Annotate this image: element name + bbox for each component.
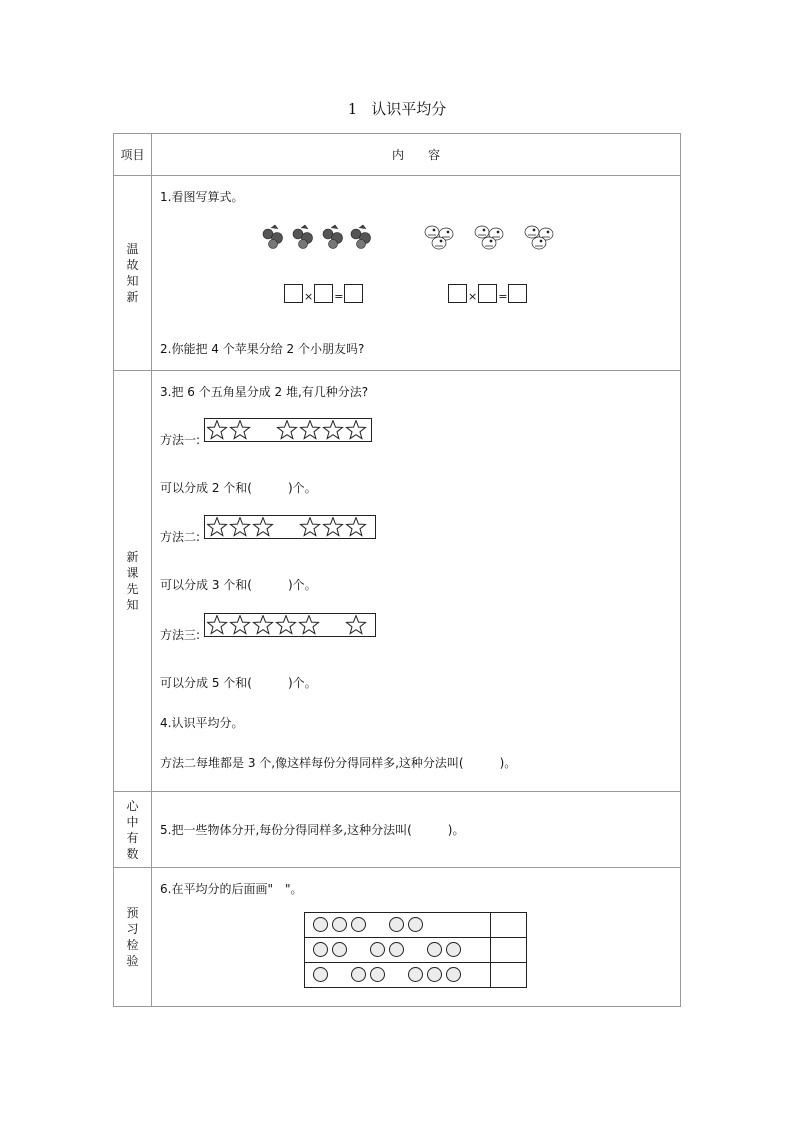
- method1-answer: 可以分成 2 个和( )个。: [160, 481, 317, 495]
- star-icon: [346, 616, 365, 634]
- star-icon: [207, 421, 226, 439]
- q5-text: 5.把一些物体分开,每份分得同样多,这种分法叫( )。: [160, 823, 465, 837]
- section-review-label: 温故知新: [114, 176, 152, 371]
- header-content: 内 容: [152, 134, 681, 176]
- answer-mark-cell[interactable]: [491, 913, 527, 938]
- page-title: [0, 98, 794, 119]
- circle-icon: [446, 967, 461, 982]
- answer-box[interactable]: [314, 284, 333, 303]
- answer-box[interactable]: [344, 284, 363, 303]
- circle-icon: [427, 942, 442, 957]
- circle-icon: [446, 942, 461, 957]
- method1-label: 方法一:: [160, 433, 201, 447]
- answer-box[interactable]: [478, 284, 497, 303]
- lesson-table: [113, 133, 681, 1007]
- method2-label: 方法二:: [160, 530, 201, 544]
- q6-prompt: 6.在平均分的后面画" "。: [160, 882, 303, 896]
- answer-box[interactable]: [284, 284, 303, 303]
- section-check-label: 预习检验: [114, 868, 152, 1007]
- circle-icon: [370, 942, 385, 957]
- star-icon: [207, 616, 226, 634]
- circle-icon: [370, 967, 385, 982]
- circle-icon: [351, 917, 366, 932]
- circle-row: [305, 913, 527, 938]
- circle-row: [305, 938, 527, 963]
- section-mind-label: 心中有数: [114, 792, 152, 868]
- answer-box[interactable]: [508, 284, 527, 303]
- lesson-title: 认识平均分: [371, 100, 447, 118]
- answer-mark-cell[interactable]: [491, 963, 527, 988]
- star-icon: [346, 421, 365, 439]
- circle-icon: [313, 942, 328, 957]
- star-icon: [276, 616, 295, 634]
- equation-right: × =: [448, 284, 527, 303]
- circle-icon: [427, 967, 442, 982]
- star-icon: [300, 421, 319, 439]
- chicks-picture: [424, 222, 574, 252]
- circle-icon: [351, 967, 366, 982]
- star-group-svg: [207, 615, 375, 635]
- star-box-2: [204, 515, 376, 539]
- circle-icon: [313, 917, 328, 932]
- q2-prompt: 2.你能把 4 个苹果分给 2 个小朋友吗?: [160, 342, 365, 356]
- circle-icon: [408, 967, 423, 982]
- circle-icon: [332, 917, 347, 932]
- star-group-svg: [207, 420, 375, 440]
- q4-prompt: 4.认识平均分。: [160, 716, 244, 730]
- star-icon: [253, 518, 272, 536]
- circle-icon: [313, 967, 328, 982]
- section-mind: [152, 792, 681, 868]
- star-icon: [323, 421, 342, 439]
- answer-mark-cell[interactable]: [491, 938, 527, 963]
- section-check: [152, 868, 681, 1007]
- section-new: [152, 371, 681, 792]
- circle-icon: [332, 942, 347, 957]
- star-icon: [230, 518, 249, 536]
- method3-answer: 可以分成 5 个和( )个。: [160, 676, 317, 690]
- star-group-svg: [207, 517, 375, 537]
- circle-cell: [305, 913, 491, 938]
- q1-prompt: 1.看图写算式。: [160, 190, 244, 204]
- q3-prompt: 3.把 6 个五角星分成 2 堆,有几种分法?: [160, 385, 369, 399]
- section-review: [152, 176, 681, 371]
- grapes-picture: [262, 224, 377, 250]
- header-item: 项目: [114, 134, 152, 176]
- section-new-label: 新课先知: [114, 371, 152, 792]
- star-icon: [299, 616, 318, 634]
- circle-cell: [305, 963, 491, 988]
- equation-left: × =: [284, 284, 363, 303]
- star-icon: [230, 421, 249, 439]
- circle-icon: [408, 917, 423, 932]
- star-icon: [346, 518, 365, 536]
- star-box-3: [204, 613, 376, 637]
- circle-grid: [304, 912, 527, 988]
- method2-answer: 可以分成 3 个和( )个。: [160, 578, 317, 592]
- star-icon: [323, 518, 342, 536]
- circle-cell: [305, 938, 491, 963]
- star-icon: [300, 518, 319, 536]
- star-icon: [207, 518, 226, 536]
- q4-text: 方法二每堆都是 3 个,像这样每份分得同样多,这种分法叫( )。: [160, 756, 517, 770]
- answer-box[interactable]: [448, 284, 467, 303]
- star-icon: [253, 616, 272, 634]
- circle-icon: [389, 942, 404, 957]
- circle-icon: [389, 917, 404, 932]
- lesson-number: 1: [347, 100, 358, 118]
- circle-row: [305, 963, 527, 988]
- star-icon: [230, 616, 249, 634]
- method3-label: 方法三:: [160, 628, 201, 642]
- star-icon: [277, 421, 296, 439]
- star-box-1: [204, 418, 372, 442]
